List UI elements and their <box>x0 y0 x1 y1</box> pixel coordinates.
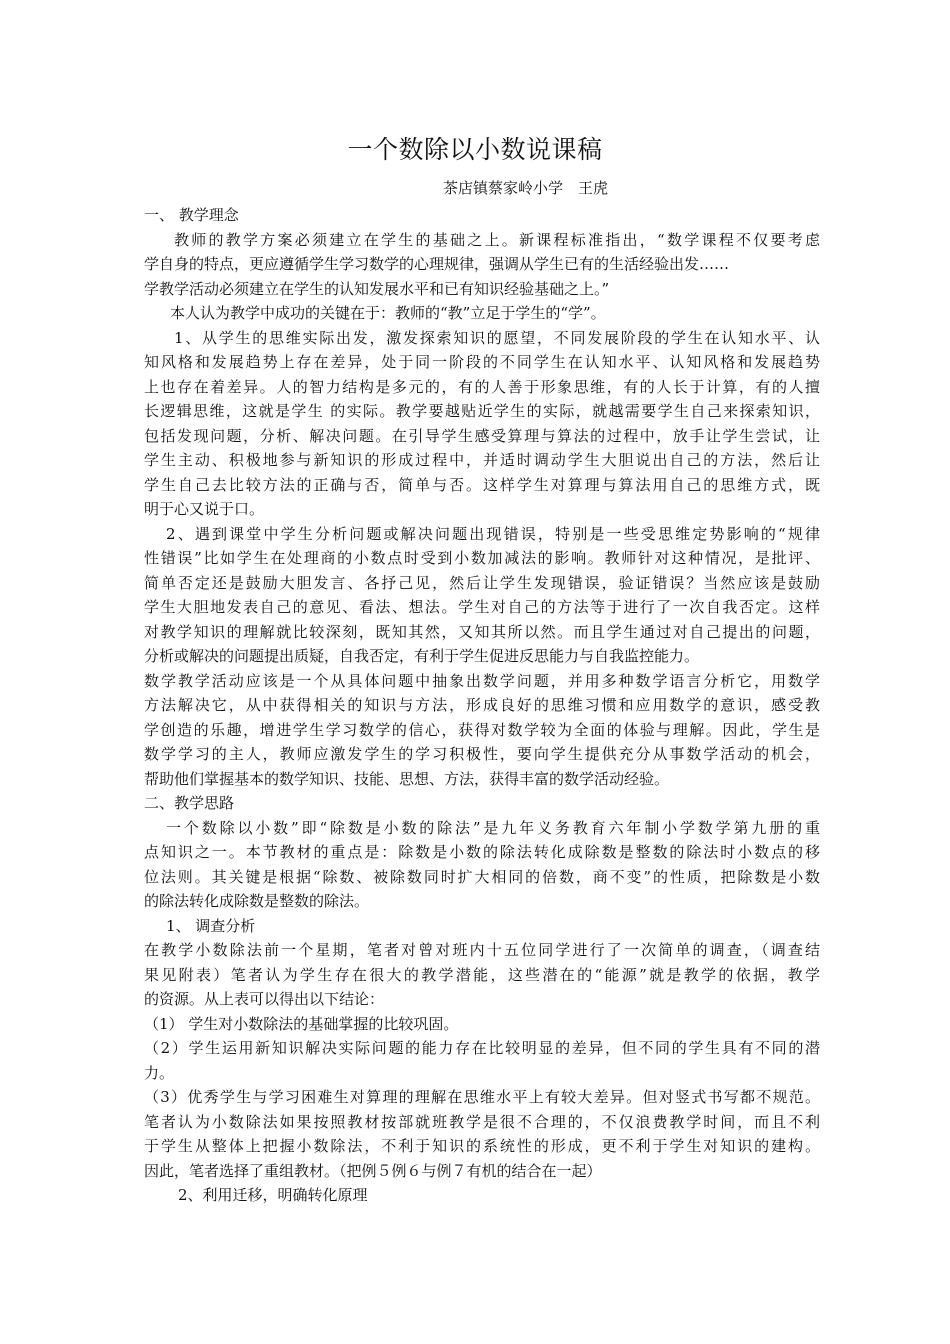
text-line: 对教学知识的理解就比较深刻，既知其然，又知其所以然。而且学生通过对自己提出的问题， <box>144 623 820 641</box>
author-line: 茶店镇蔡家岭小学 王虎 <box>443 179 609 197</box>
text-line: （3）优秀学生与学习困难生对算理的理解在思维水平上有较大差异。但对竖式书写都不规范。 <box>144 1088 820 1106</box>
text-line: 2、遇到课堂中学生分析问题或解决问题出现错误，特别是一些受思维定势影响的“规律 <box>166 525 820 543</box>
text-line: 学创造的乐趣，增进学生学习数学的信心，获得对数学较为全面的体验与理解。因此，学生是 <box>144 721 820 739</box>
text-line: 学教学活动必须建立在学生的认知发展水平和已有知识经验基础之上。” <box>144 280 610 298</box>
text-line: 2、利用迁移，明确转化原理 <box>178 1186 368 1204</box>
text-line: 果见附表）笔者认为学生存在很大的教学潜能，这些潜在的“能源”就是教学的依据，教学 <box>144 966 820 984</box>
text-line: 学生自己去比较方法的正确与否，简单与否。这样学生对算理与算法用自己的思维方式，既 <box>144 476 820 494</box>
text-line: 位法则。其关键是根据“除数、被除数同时扩大相同的倍数，商不变”的性质，把除数是小数 <box>144 868 820 886</box>
text-line: 上也存在着差异。人的智力结构是多元的，有的人善于形象思维，有的人长于计算，有的人擅 <box>144 378 820 396</box>
text-line: 一、 教学理念 <box>144 206 239 224</box>
text-line: 本人认为教学中成功的关键在于：教师的“教”立足于学生的“学”。 <box>170 304 606 322</box>
text-line: 学自身的特点，更应遵循学生学习数学的心理规律，强调从学生已有的生活经验出发…… <box>144 255 730 273</box>
text-line: 学生大胆地发表自己的意见、看法、想法。学生对自己的方法等于进行了一次自我否定。这样 <box>144 598 820 616</box>
text-line: 点知识之一。本节教材的重点是：除数是小数的除法转化成除数是整数的除法时小数点的移 <box>144 843 820 861</box>
text-line: 二、教学思路 <box>144 794 235 812</box>
text-line: 包括发现问题，分析、解决问题。在引导学生感受算理与算法的过程中，放手让学生尝试，让 <box>144 427 820 445</box>
text-line: 于学生从整体上把握小数除法，不利于知识的系统性的形成，更不利于学生对知识的建构。 <box>144 1137 820 1155</box>
text-line: （1） 学生对小数除法的基础掌握的比较巩固。 <box>144 1015 459 1033</box>
text-line: 分析或解决的问题提出质疑，自我否定，有利于学生促进反思能力与自我监控能力。 <box>144 647 700 665</box>
text-line: 数学教学活动应该是一个从具体问题中抽象出数学问题，并用多种数学语言分析它，用数学 <box>144 672 820 690</box>
text-line: 教师的教学方案必须建立在学生的基础之上。新课程标准指出，“数学课程不仅要考虑 <box>174 231 820 249</box>
text-line: 一个数除以小数”即“除数是小数的除法”是九年义务教育六年制小学数学第九册的重 <box>166 819 820 837</box>
text-line: 方法解决它，从中获得相关的知识与方法，形成良好的思维习惯和应用数学的意识，感受教 <box>144 696 820 714</box>
text-line: 性错误”比如学生在处理商的小数点时受到小数加减法的影响。教师针对这种情况，是批评、 <box>144 549 820 567</box>
document-title: 一个数除以小数说课稿 <box>347 135 603 164</box>
text-line: 因此，笔者选择了重组教材。（把例５例６与例７有机的结合在一起） <box>144 1162 602 1180</box>
text-line: 在教学小数除法前一个星期，笔者对曾对班内十五位同学进行了一次简单的调查，（调查结 <box>144 941 820 959</box>
text-line: 数学学习的主人，教师应激发学生的学习积极性，要向学生提供充分从事数学活动的机会， <box>144 745 820 763</box>
text-line: 明于心又说于口。 <box>144 500 265 518</box>
text-line: 长逻辑思维，这就是学生 的实际。教学要越贴近学生的实际，就越需要学生自己来探索知识， <box>144 402 820 420</box>
text-line: 1、 调查分析 <box>166 917 256 935</box>
text-line: 知风格和发展趋势上存在差异，处于同一阶段的不同学生在认知水平、认知风格和发展趋势 <box>144 353 820 371</box>
text-line: 的资源。从上表可以得出以下结论： <box>144 990 385 1008</box>
text-line: 简单否定还是鼓励大胆发言、各抒己见，然后让学生发现错误，验证错误？当然应该是鼓励 <box>144 574 820 592</box>
text-line: 1、从学生的思维实际出发，激发探索知识的愿望，不同发展阶段的学生在认知水平、认 <box>174 329 820 347</box>
text-line: （2）学生运用新知识解决实际问题的能力存在比较明显的差异，但不同的学生具有不同的潜 <box>144 1039 820 1057</box>
text-line: 的除法转化成除数是整数的除法。 <box>144 892 370 910</box>
text-line: 笔者认为小数除法如果按照教材按部就班教学是很不合理的，不仅浪费教学时间，而且不利 <box>144 1113 820 1131</box>
text-line: 帮助他们掌握基本的数学知识、技能、思想、方法，获得丰富的数学活动经验。 <box>144 770 670 788</box>
text-line: 力。 <box>144 1064 175 1082</box>
text-line: 学生主动、积极地参与新知识的形成过程中，并适时调动学生大胆说出自己的方法，然后让 <box>144 451 820 469</box>
